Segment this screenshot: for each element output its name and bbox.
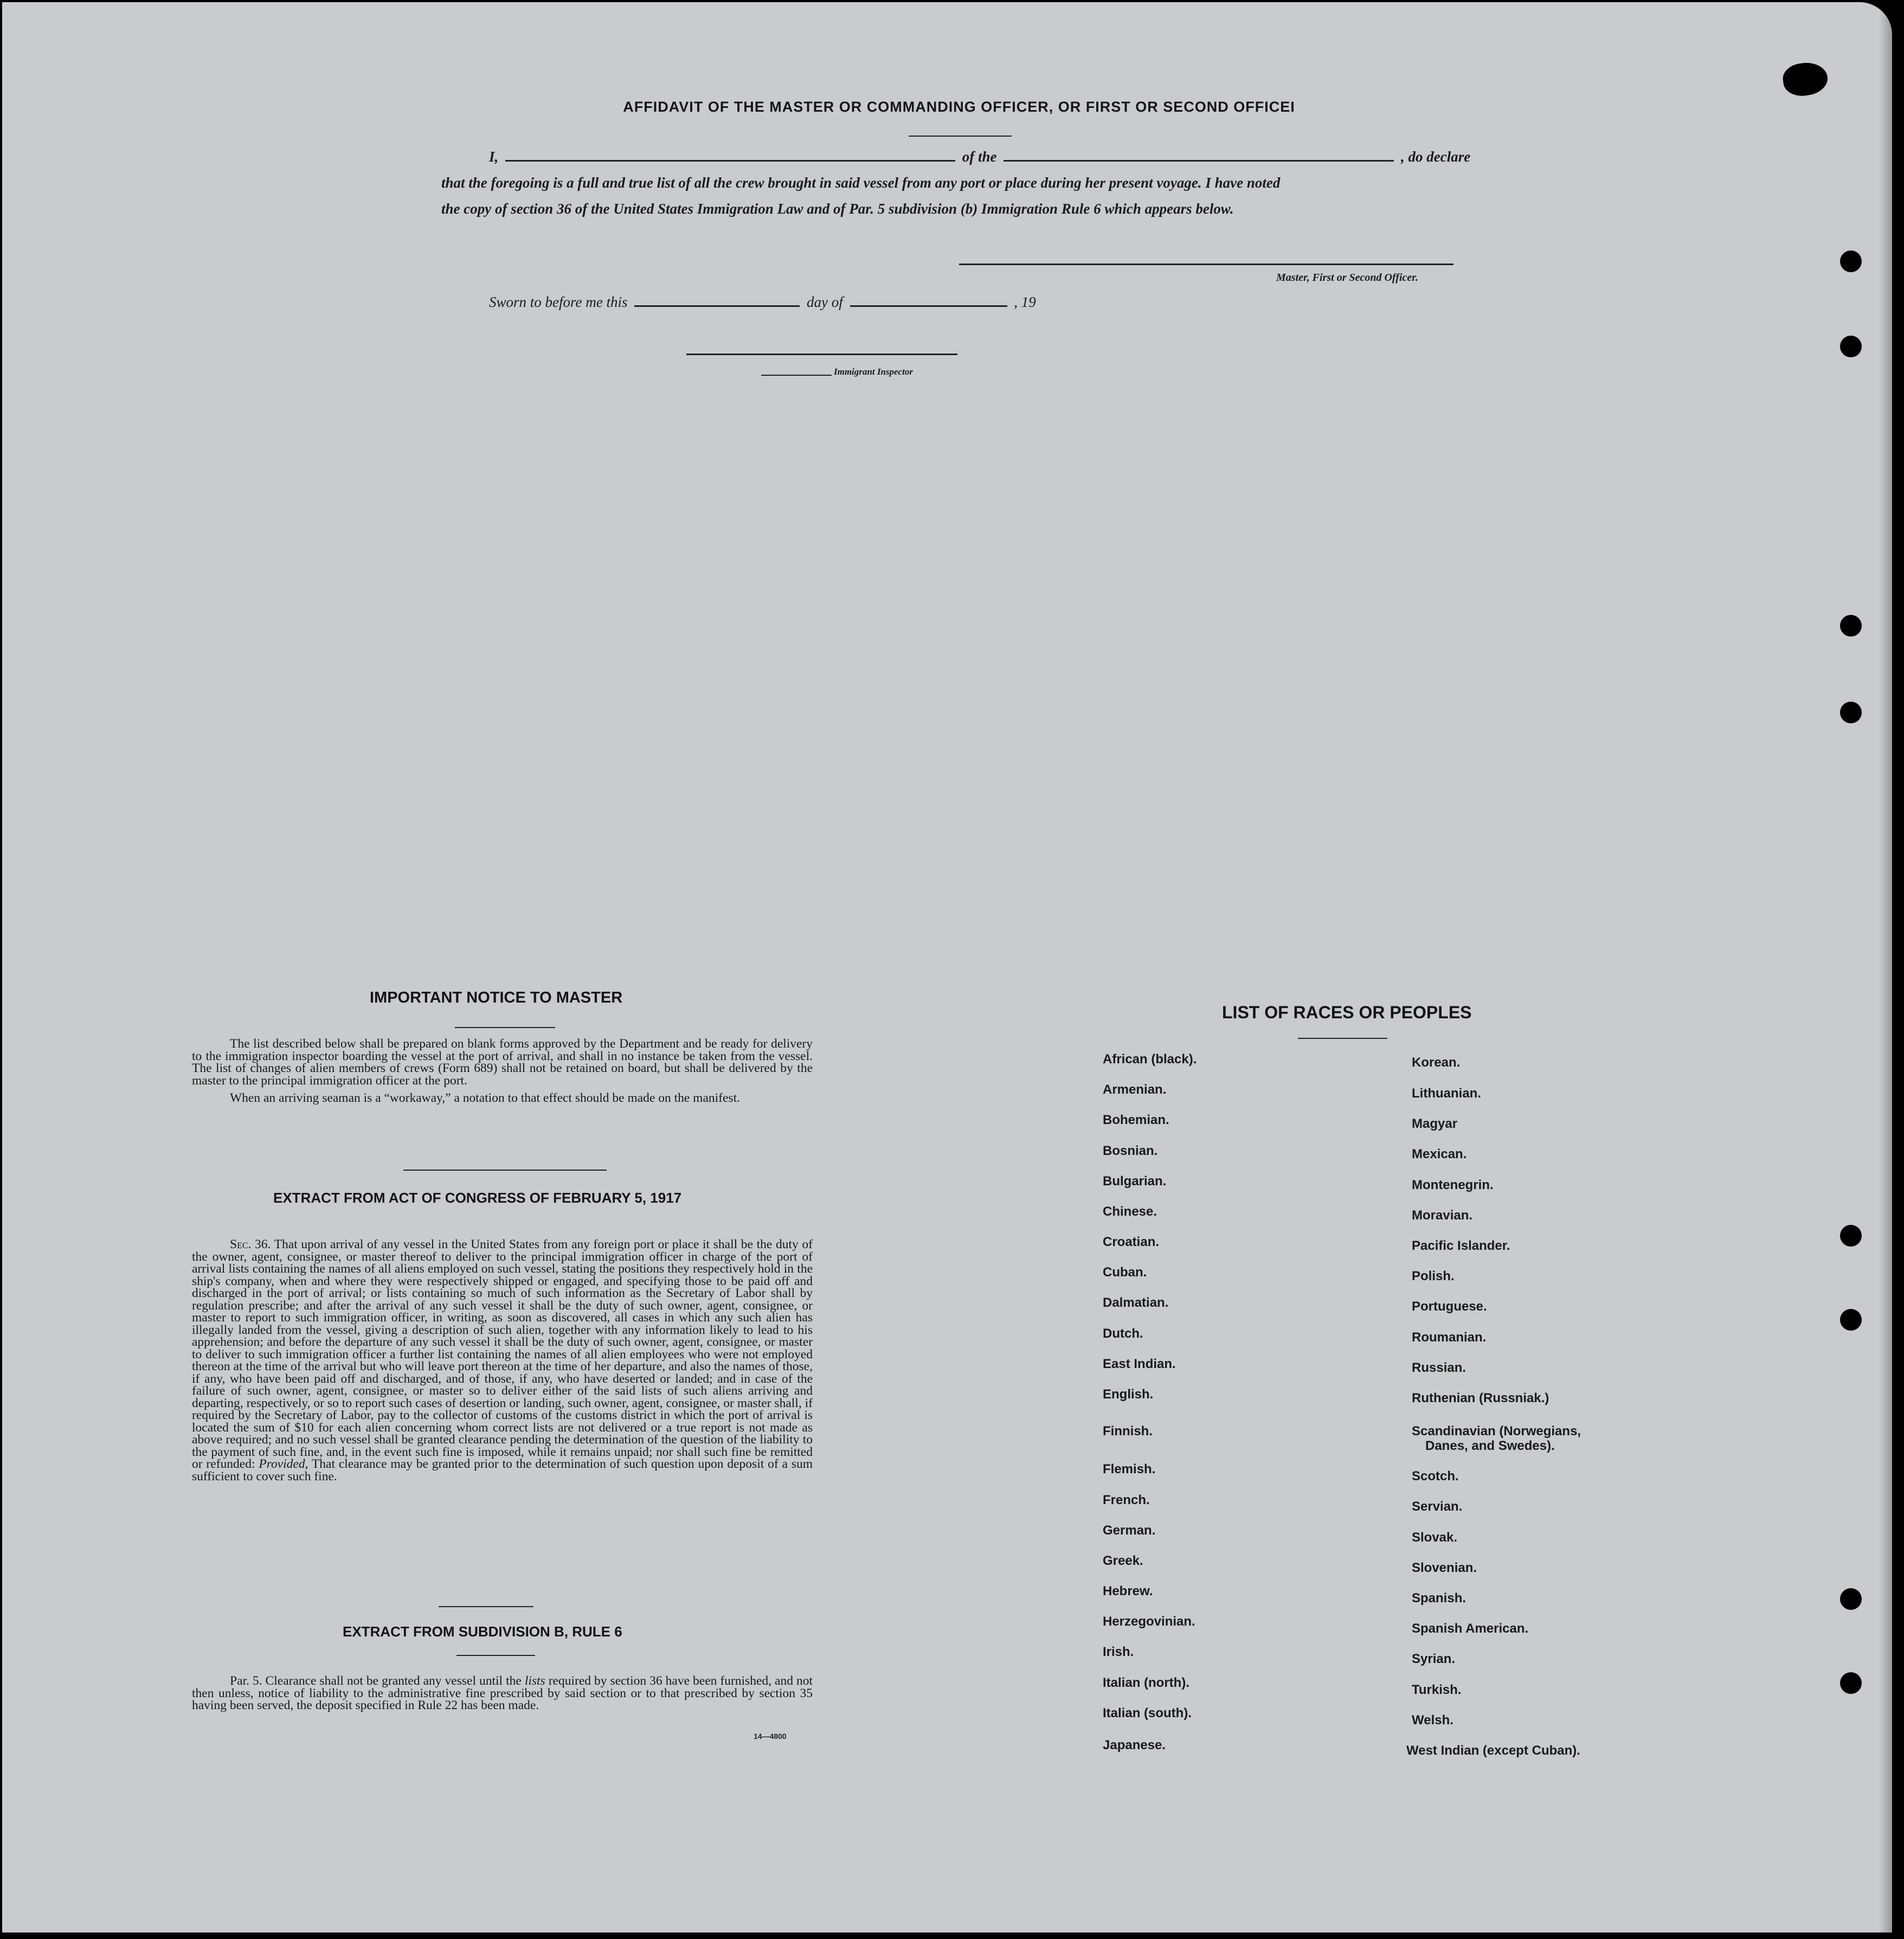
- punch-hole: [1840, 1588, 1862, 1610]
- inspector-lead-line: [761, 375, 832, 376]
- form-number: 14—4800: [754, 1732, 787, 1741]
- punch-hole: [1840, 615, 1862, 637]
- affidavit-declare-label: , do declare: [1401, 149, 1471, 165]
- race-item: Irish.: [1103, 1645, 1134, 1659]
- race-item: Armenian.: [1103, 1082, 1167, 1097]
- extract-rule-text: [192, 1675, 813, 1712]
- divider: [909, 136, 1012, 137]
- race-item: Bulgarian.: [1103, 1174, 1167, 1189]
- inspector-label: Immigrant Inspector: [834, 367, 913, 377]
- notice-paragraph-1: The list described below shall be prepared on blank forms approved by the Department and be ready for delivery to the immigration inspector boarding the vessel at the port of arrival, and shall in no instance be taken from the vessel. The list of changes of alien members of crews (Form 689) shall not be retained on board, but shall be delivered by the master to the principal immigration officer at the port.: [192, 1037, 813, 1088]
- race-item: Spanish.: [1412, 1591, 1466, 1606]
- race-item: Welsh.: [1412, 1713, 1453, 1728]
- punch-hole: [1840, 1225, 1862, 1247]
- race-item: Japanese.: [1103, 1738, 1166, 1752]
- race-item: French.: [1103, 1493, 1150, 1507]
- race-item: Italian (north).: [1103, 1675, 1189, 1690]
- affidavit-line-3: the copy of section 36 of the United States Immigration Law and of Par. 5 subdivision (b) Immigration Rule 6 which appears below.: [441, 201, 1234, 217]
- race-item: African (black).: [1103, 1052, 1197, 1067]
- race-item: Herzegovinian.: [1103, 1614, 1195, 1629]
- race-item: Scandinavian (Norwegians,: [1412, 1424, 1581, 1439]
- document-page: [2, 2, 1892, 1932]
- race-item: Magyar: [1412, 1116, 1458, 1131]
- race-item: Moravian.: [1412, 1208, 1473, 1223]
- extract-rule-title: EXTRACT FROM SUBDIVISION B, RULE 6: [343, 1623, 622, 1640]
- section-text: That upon arrival of any vessel in the United States from any foreign port or place it shall be the duty of the owner, agent, consignee, or master thereof to deliver to the principal immigration officer in charge of the port of arrival lists containing the names of all aliens employed on such vessel, stating the positions they respectively hold in the ship's company, when and where they were respectively shipped or engaged, and specifying those to be paid off and discharged in the port of arrival; or lists containing so much of such information as the Secretary of Labor shall by regulation prescribe; and after the arrival of any such vessel it shall be the duty of such owner, agent, consignee, or master to report to such immigration officer, in writing, as soon as discovered, all cases in which any such alien has illegally landed from the vessel, giving a description of such alien, together with any information likely to lead to his apprehension; and before the departure of any such vessel it shall be the duty of such owner, agent, consignee, or master to deliver to such immigration officer a further list containing the names of all alien employees who were not employed thereon at the time of the arrival but who will leave port thereon at the time of her departure, and also the names of those, if any, who have been paid off and discharged, and of those, if any, who have deserted or landed; and in case of the failure of such owner, agent, consignee, or master so to deliver either of the said lists of such aliens arriving and departing, respectively, or so to report such cases of desertion or landing, such owner, agent, consignee, or master shall, if required by the Secretary of Labor, pay to the collector of customs of the customs district in which the port of arrival is located the sum of $10 for each alien concerning whom correct lists are not delivered or a true report is not made as above required; and no such vessel shall be granted clearance pending the determination of the question of the liability to the payment of such fine, and, in the event such fine is imposed, while it remains unpaid; nor shall such fine be remitted or refunded:: [192, 1237, 813, 1471]
- punch-hole: [1840, 336, 1862, 357]
- notice-title: IMPORTANT NOTICE TO MASTER: [370, 989, 623, 1006]
- affidavit-title: AFFIDAVIT OF THE MASTER OR COMMANDING OFFICER, OR FIRST OR SECOND OFFICEI: [623, 99, 1295, 115]
- ink-blot: [1781, 60, 1830, 99]
- race-item: Korean.: [1412, 1055, 1461, 1070]
- race-item: Dutch.: [1103, 1326, 1143, 1341]
- race-item: Hebrew.: [1103, 1584, 1153, 1598]
- race-item: Croatian.: [1103, 1235, 1160, 1249]
- vessel-blank: [1004, 160, 1394, 162]
- divider: [1298, 1038, 1387, 1039]
- section-tail: That clearance may be granted prior to the determination of such question upon deposit of a sum sufficient to cover such fine.: [192, 1457, 813, 1484]
- race-item: West Indian (except Cuban).: [1406, 1743, 1580, 1758]
- race-item: Pacific Islander.: [1412, 1238, 1510, 1253]
- race-item: Scotch.: [1412, 1469, 1459, 1484]
- race-item: Finnish.: [1103, 1424, 1153, 1439]
- signature-line: [959, 264, 1453, 265]
- divider: [439, 1606, 533, 1607]
- race-item: Spanish American.: [1412, 1621, 1529, 1636]
- race-item: Chinese.: [1103, 1204, 1157, 1219]
- year-label: , 19: [1014, 294, 1036, 310]
- notice-paragraph-2: When an arriving seaman is a “workaway,” a notation to that effect should be made on the manifest.: [230, 1091, 740, 1105]
- punch-hole: [1840, 1309, 1862, 1331]
- divider: [403, 1170, 607, 1171]
- sworn-line: [489, 294, 1036, 311]
- provided-label: Provided,: [259, 1457, 308, 1471]
- punch-hole: [1840, 1672, 1862, 1694]
- race-item: Roumanian.: [1412, 1330, 1487, 1345]
- race-item: Mexican.: [1412, 1147, 1467, 1161]
- divider: [455, 1027, 555, 1028]
- race-item: Danes, and Swedes).: [1425, 1439, 1555, 1453]
- races-title: LIST OF RACES OR PEOPLES: [1222, 1003, 1472, 1022]
- rule-text-a: Par. 5. Clearance shall not be granted any vessel until the: [230, 1674, 522, 1688]
- day-blank: [634, 305, 800, 307]
- name-blank: [505, 160, 955, 162]
- race-item: German.: [1103, 1523, 1156, 1538]
- day-of-label: day of: [807, 294, 843, 310]
- race-item: Bosnian.: [1103, 1144, 1158, 1158]
- lists-label: lists: [524, 1674, 545, 1688]
- race-item: Servian.: [1412, 1499, 1463, 1514]
- race-item: Greek.: [1103, 1553, 1143, 1568]
- race-item: English.: [1103, 1387, 1154, 1402]
- month-blank: [850, 305, 1007, 307]
- race-item: Ruthenian (Russniak.): [1412, 1391, 1549, 1405]
- punch-hole: [1840, 251, 1862, 272]
- extract-act-text: [192, 1238, 813, 1482]
- race-item: Turkish.: [1412, 1683, 1462, 1697]
- race-item: Slovak.: [1412, 1530, 1458, 1545]
- race-item: Flemish.: [1103, 1462, 1156, 1476]
- affidavit-line-1: [489, 149, 1470, 165]
- race-item: Polish.: [1412, 1269, 1455, 1283]
- race-item: Cuban.: [1103, 1265, 1147, 1280]
- affidavit-line-2: that the foregoing is a full and true list of all the crew brought in said vessel from any port or place during her present voyage. I have noted: [441, 175, 1281, 191]
- signature-label: Master, First or Second Officer.: [1276, 272, 1418, 284]
- inspector-signature-line: [686, 354, 957, 355]
- race-item: Slovenian.: [1412, 1561, 1477, 1575]
- section-label: Sec. 36.: [230, 1237, 271, 1251]
- sworn-label: Sworn to before me this: [489, 294, 628, 310]
- race-item: Bohemian.: [1103, 1113, 1169, 1127]
- race-item: Syrian.: [1412, 1652, 1456, 1666]
- divider: [456, 1655, 535, 1656]
- race-item: Russian.: [1412, 1360, 1466, 1375]
- affidavit-of-the-label: of the: [962, 149, 997, 165]
- notice-text: [192, 1038, 813, 1105]
- affidavit-i-label: I,: [489, 149, 499, 165]
- race-item: Lithuanian.: [1412, 1086, 1481, 1101]
- rule-text-b: required by section 36 have been furnished, and not then unless, notice of liability to the administrative fine prescribed by said section or to that prescribed by section 35 having been served, the deposit specified in Rule 22 has been made.: [192, 1674, 813, 1712]
- race-item: Italian (south).: [1103, 1706, 1192, 1720]
- race-item: Montenegrin.: [1412, 1178, 1494, 1192]
- punch-hole: [1840, 702, 1862, 723]
- extract-act-title: EXTRACT FROM ACT OF CONGRESS OF FEBRUARY 5, 1917: [273, 1190, 682, 1206]
- race-item: Dalmatian.: [1103, 1295, 1169, 1310]
- race-item: Portuguese.: [1412, 1299, 1487, 1314]
- race-item: East Indian.: [1103, 1357, 1176, 1371]
